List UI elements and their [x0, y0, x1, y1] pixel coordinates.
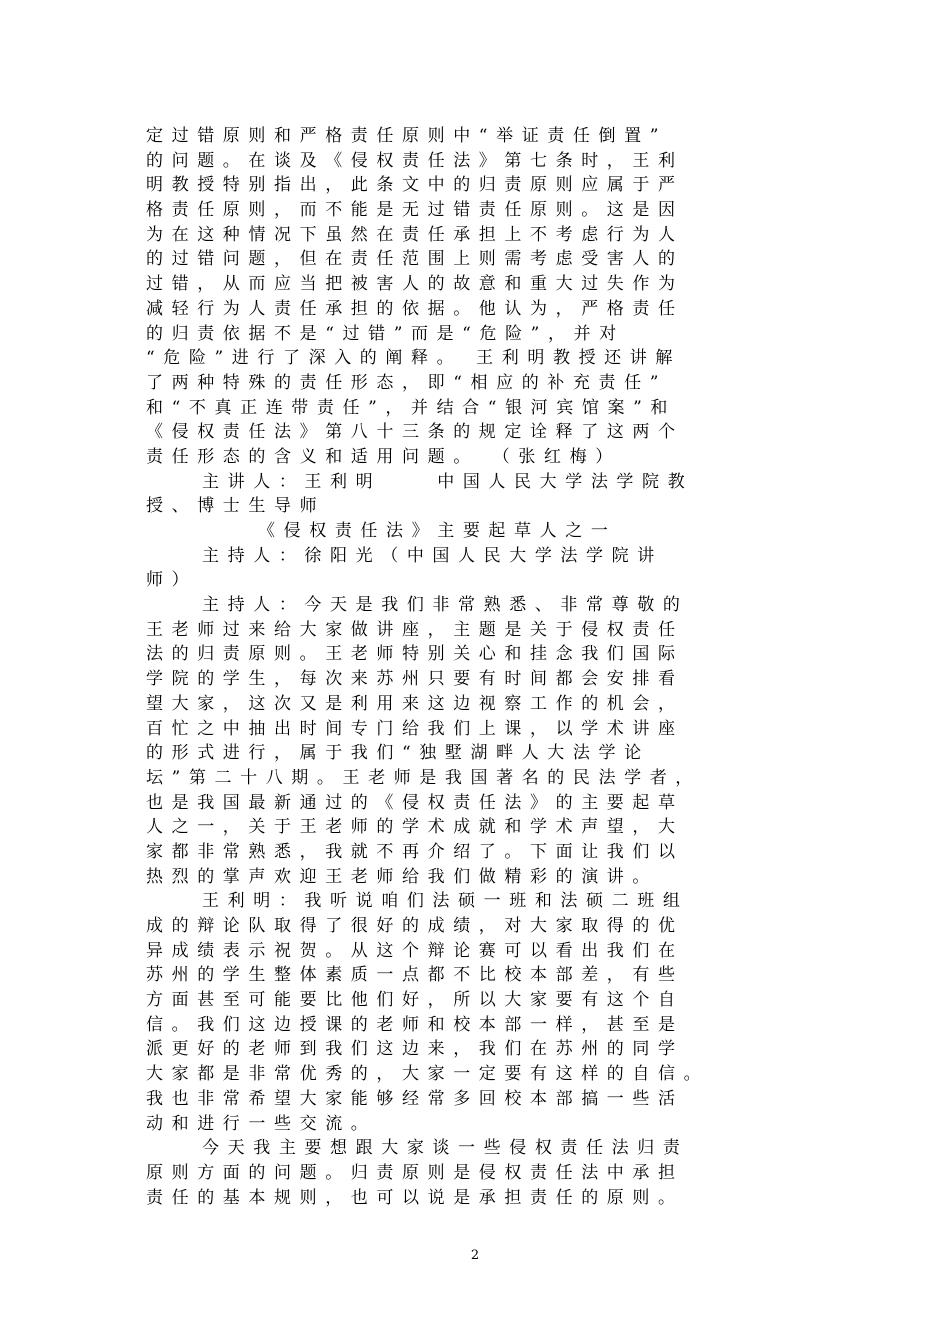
text-line: 《侵权责任法》第八十三条的规定诠释了这两个	[146, 422, 684, 443]
text-line: 坛”第二十八期。王老师是我国著名的民法学者，	[146, 767, 701, 788]
text-line: 减轻行为人责任承担的依据。他认为，严格责任	[146, 298, 684, 319]
text-line: 人之一，关于王老师的学术成就和学术声望，大	[146, 817, 684, 838]
text-line: 百忙之中抽出时间专门给我们上课，以学术讲座	[146, 718, 684, 739]
body-text	[146, 124, 826, 1210]
text-line: 王利明：我听说咱们法硕一班和法硕二班组	[146, 891, 689, 912]
text-line: 为在这种情况下虽然在责任承担上不考虑行为人	[146, 224, 684, 245]
text-line: 异成绩表示祝贺。从这个辩论赛可以看出我们在	[146, 940, 684, 961]
text-line: 授、博士生导师	[146, 496, 326, 517]
text-line: 王老师过来给大家做讲座，主题是关于侵权责任	[146, 619, 684, 640]
page-number: 2	[470, 1248, 480, 1263]
text-line: 的过错问题，但在责任范围上则需考虑受害人的	[146, 249, 684, 270]
host-line: 主持人：徐阳光（中国人民大学法学院讲	[146, 545, 663, 566]
text-line: 格责任原则，而不能是无过错责任原则。这是因	[146, 200, 684, 221]
text-line: 大家都是非常优秀的，大家一定要有这样的自信。	[146, 1064, 710, 1085]
text-line: 《侵权责任法》主要起草人之一	[146, 521, 617, 541]
text-line: 动和进行一些交流。	[146, 1113, 377, 1134]
text-line: 也是我国最新通过的《侵权责任法》的主要起草	[146, 792, 684, 813]
text-line: 的问题。在谈及《侵权责任法》第七条时，王利	[146, 150, 684, 171]
text-line: 派更好的老师到我们这边来，我们在苏州的同学	[146, 1039, 684, 1060]
text-line: 过错，从而应当把被害人的故意和重大过失作为	[146, 274, 684, 295]
text-line: 了两种特殊的责任形态，即“相应的补充责任”	[146, 372, 667, 393]
text-line: 我也非常希望大家能够经常多回校本部搞一些活	[146, 1088, 684, 1109]
text-line: 的归责依据不是“过错”而是“危险”，并对	[146, 323, 625, 344]
text-line: 热烈的掌声欢迎王老师给我们做精彩的演讲。	[146, 866, 658, 887]
text-line: 望大家，这次又是利用来这边视察工作的机会，	[146, 693, 684, 714]
text-line: 信。我们这边授课的老师和校本部一样，甚至是	[146, 1014, 684, 1035]
text-line: 学院的学生，每次来苏州只要有时间都会安排看	[146, 669, 684, 690]
text-line: 师）	[146, 570, 198, 591]
text-line: 明教授特别指出，此条文中的归责原则应属于严	[146, 175, 684, 196]
text-line: 苏州的学生整体素质一点都不比校本部差，有些	[146, 965, 684, 986]
text-line: “危险”进行了深入的阐释。 王利明教授还讲解	[146, 348, 681, 369]
text-line: 主持人：今天是我们非常熟悉、非常尊敬的	[146, 595, 689, 616]
text-line: 的形式进行，属于我们“独墅湖畔人大法学论	[146, 743, 650, 764]
text-line: 成的辩论队取得了很好的成绩，对大家取得的优	[146, 916, 684, 936]
text-line: 和“不真正连带责任”，并结合“银河宾馆案”和	[146, 397, 676, 418]
text-line: 原则方面的问题。归责原则是侵权责任法中承担	[146, 1162, 684, 1183]
text-line: 定过错原则和严格责任原则中“举证责任倒置”	[146, 126, 667, 146]
text-line: 家都非常熟悉，我就不再介绍了。下面让我们以	[146, 841, 684, 862]
speaker-line: 主讲人：王利明 中国人民大学法学院教	[146, 471, 694, 492]
text-line: 责任的基本规则，也可以说是承担责任的原则。	[146, 1187, 684, 1208]
text-line: 今天我主要想跟大家谈一些侵权责任法归责	[146, 1138, 689, 1159]
text-line: 法的归责原则。王老师特别关心和挂念我们国际	[146, 644, 684, 665]
text-line: 方面甚至可能要比他们好，所以大家要有这个自	[146, 990, 684, 1011]
text-line: 责任形态的含义和适用问题。 （张红梅）	[146, 446, 621, 467]
